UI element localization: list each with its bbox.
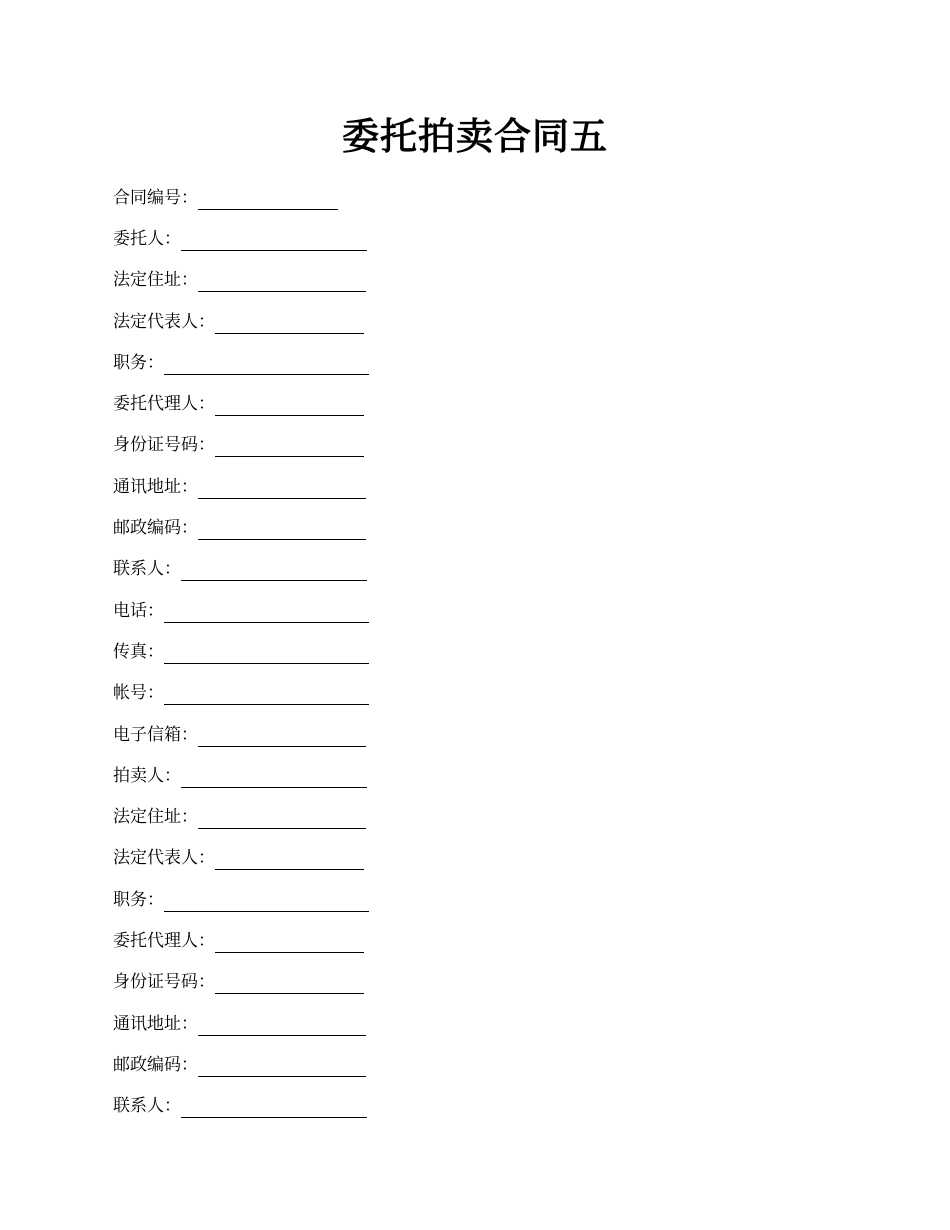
field-label: 拍卖人： (113, 765, 181, 786)
fill-in-blank (198, 188, 338, 210)
field-row-legal-address (113, 260, 513, 301)
field-row-legal-representative-2 (113, 838, 513, 879)
field-label: 身份证号码： (113, 972, 215, 993)
field-row-position (113, 342, 513, 383)
fill-in-blank (215, 848, 364, 870)
field-label: 法定代表人： (113, 848, 215, 869)
fill-in-blank (198, 270, 366, 292)
fill-in-blank (198, 1055, 366, 1077)
field-row-email (113, 714, 513, 755)
field-label: 联系人： (113, 1096, 181, 1117)
field-row-account (113, 673, 513, 714)
field-label: 身份证号码： (113, 435, 215, 456)
fill-in-blank (215, 435, 364, 457)
field-row-position-2 (113, 879, 513, 920)
field-row-legal-address-2 (113, 796, 513, 837)
field-label: 职务： (113, 889, 164, 910)
field-label: 法定住址： (113, 807, 198, 828)
fill-in-blank (164, 642, 369, 664)
contract-fields (113, 177, 513, 1127)
field-label: 法定代表人： (113, 311, 215, 332)
fill-in-blank (164, 683, 369, 705)
fill-in-blank (215, 972, 364, 994)
field-label: 电话： (113, 600, 164, 621)
fill-in-blank (215, 931, 364, 953)
field-label: 通讯地址： (113, 476, 198, 497)
field-label: 委托代理人： (113, 394, 215, 415)
fill-in-blank (164, 601, 369, 623)
field-label: 电子信箱： (113, 724, 198, 745)
fill-in-blank (198, 807, 366, 829)
field-row-mailing-address (113, 466, 513, 507)
field-row-id-number-2 (113, 962, 513, 1003)
fill-in-blank (181, 766, 367, 788)
fill-in-blank (215, 312, 364, 334)
field-label: 委托代理人： (113, 930, 215, 951)
fill-in-blank (198, 477, 366, 499)
fill-in-blank (164, 890, 369, 912)
field-label: 传真： (113, 641, 164, 662)
field-row-postal-code (113, 507, 513, 548)
field-row-principal (113, 218, 513, 259)
field-label: 合同编号： (113, 187, 198, 208)
field-label: 联系人： (113, 559, 181, 580)
field-row-id-number (113, 425, 513, 466)
field-label: 法定住址： (113, 270, 198, 291)
field-label: 帐号： (113, 683, 164, 704)
fill-in-blank (164, 353, 369, 375)
field-row-fax (113, 631, 513, 672)
field-label: 委托人： (113, 228, 181, 249)
field-row-contact-person-2 (113, 1086, 513, 1127)
fill-in-blank (198, 725, 366, 747)
field-label: 通讯地址： (113, 1013, 198, 1034)
field-row-contract-number (113, 177, 513, 218)
fill-in-blank (215, 394, 364, 416)
document-title: 委托拍卖合同五 (342, 114, 608, 158)
field-row-auctioneer (113, 755, 513, 796)
field-row-mailing-address-2 (113, 1003, 513, 1044)
fill-in-blank (181, 559, 367, 581)
field-row-legal-representative (113, 301, 513, 342)
field-row-authorized-agent-2 (113, 920, 513, 961)
fill-in-blank (181, 229, 367, 251)
field-label: 邮政编码： (113, 518, 198, 539)
field-label: 职务： (113, 352, 164, 373)
fill-in-blank (181, 1096, 367, 1118)
field-row-contact-person (113, 549, 513, 590)
fill-in-blank (198, 1014, 366, 1036)
field-row-authorized-agent (113, 383, 513, 424)
fill-in-blank (198, 518, 366, 540)
field-label: 邮政编码： (113, 1054, 198, 1075)
field-row-postal-code-2 (113, 1044, 513, 1085)
field-row-telephone (113, 590, 513, 631)
